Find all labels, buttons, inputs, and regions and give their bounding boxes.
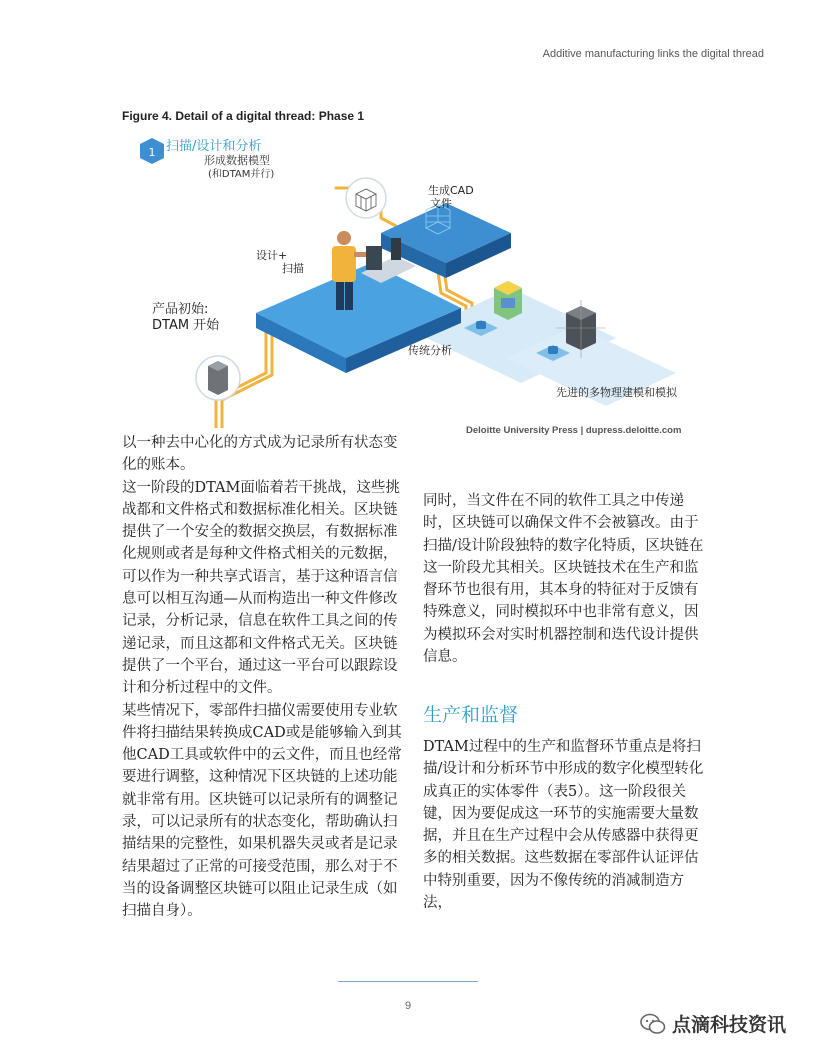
right-para-1: 同时，当文件在不同的软件工具之中传递时，区块链可以确保文件不会被篡改。由于扫描/设计阶段独特的数字化特质，区块链在这一阶段尤其相关。区块链技术在生产和监督环节也很有用，其本身的特征对于反馈有特殊意义，同时模拟环中也非常有意义，因为模拟环会对实时机器控制和迭代设计提供信息。 bbox=[423, 493, 704, 666]
figure-subtitle-1: 形成数据模型 bbox=[204, 154, 270, 167]
running-header: Additive manufacturing links the digital thread bbox=[542, 48, 764, 60]
left-para-2: 这一阶段的DTAM面临着若干挑战，这些挑战都和文件格式和数据标准化相关。区块链提供了一个安全的数据交换层，有数据标准化规则或者是每种文件格式相关的元数据，可以作为一种共享式语言，基于这种语言信息可以相互沟通—从而构造出一种文件修改记录，分析记录，信息在软件工具之间的传递记录，而且这都和文件格式无关。区块链提供了一个平台，通过这一平台可以跟踪设计和分析过程中的文件。 bbox=[122, 479, 400, 697]
digital-thread-figure bbox=[116, 128, 706, 428]
simulation-part-icon bbox=[494, 281, 522, 320]
label-advanced: 先进的多物理建模和模拟 bbox=[556, 386, 677, 399]
figure-credit: Deloitte University Press | dupress.deloitte.com bbox=[466, 425, 682, 436]
figure-subtitle-2: (和DTAM并行) bbox=[208, 169, 275, 180]
right-column-2 bbox=[423, 736, 708, 914]
footer-rule bbox=[338, 981, 478, 982]
section-heading: 生产和监督 bbox=[423, 704, 519, 726]
left-para-3: 某些情况下，零部件扫描仪需要使用专业软件将扫描结果转换成CAD或是能够输入到其他CAD工具或软件中的云文件，而且也经常要进行调整，这种情况下区块链的上述功能就非常有用。区块链可以记录所有的调整记录，可以记录所有的状态变化，帮助确认扫描结果的完整性，如果机器失灵或者是记录结果超过了正常的可接受范围，那么对于不当的设备调整区块链可以阻止记录生成（如扫描自身）。 bbox=[122, 702, 402, 920]
step-badge bbox=[140, 138, 164, 164]
label-start-1: 产品初始: bbox=[152, 302, 209, 317]
digital-thread-illustration bbox=[116, 128, 706, 428]
step-title: 扫描/设计和分析 bbox=[166, 139, 262, 154]
label-cad-2: 文件 bbox=[430, 197, 452, 210]
label-start-2: DTAM 开始 bbox=[152, 318, 220, 333]
watermark-text: 点滴科技资讯 bbox=[672, 1014, 787, 1036]
label-cad-1: 生成CAD bbox=[428, 184, 474, 197]
page-number: 9 bbox=[404, 1000, 412, 1012]
wechat-icon bbox=[640, 1013, 666, 1035]
watermark bbox=[640, 1010, 786, 1037]
label-design-1: 设计+ bbox=[256, 249, 288, 262]
label-design-2: 扫描 bbox=[282, 262, 304, 275]
left-column bbox=[122, 432, 407, 923]
step-number: 1 bbox=[148, 146, 156, 159]
right-para-2: DTAM过程中的生产和监督环节重点是将扫描/设计和分析环节中形成的数字化模型转化成真正的实体零件（表5）。这一阶段很关键，因为要促成这一环节的实施需要大量数据，并且在生产过程中会从传感器中获得更多的相关数据。这些数据在零部件认证评估中特别重要，因为不像传统的消减制造方法， bbox=[423, 739, 704, 912]
left-para-1: 以一种去中心化的方式成为记录所有状态变化的账本。 bbox=[122, 435, 398, 474]
figure-title: Figure 4. Detail of a digital thread: Phase 1 bbox=[122, 109, 365, 123]
start-part-icon bbox=[196, 356, 240, 400]
wireframe-part-icon bbox=[346, 178, 386, 218]
right-column bbox=[423, 490, 708, 668]
label-traditional: 传统分析 bbox=[408, 344, 452, 357]
